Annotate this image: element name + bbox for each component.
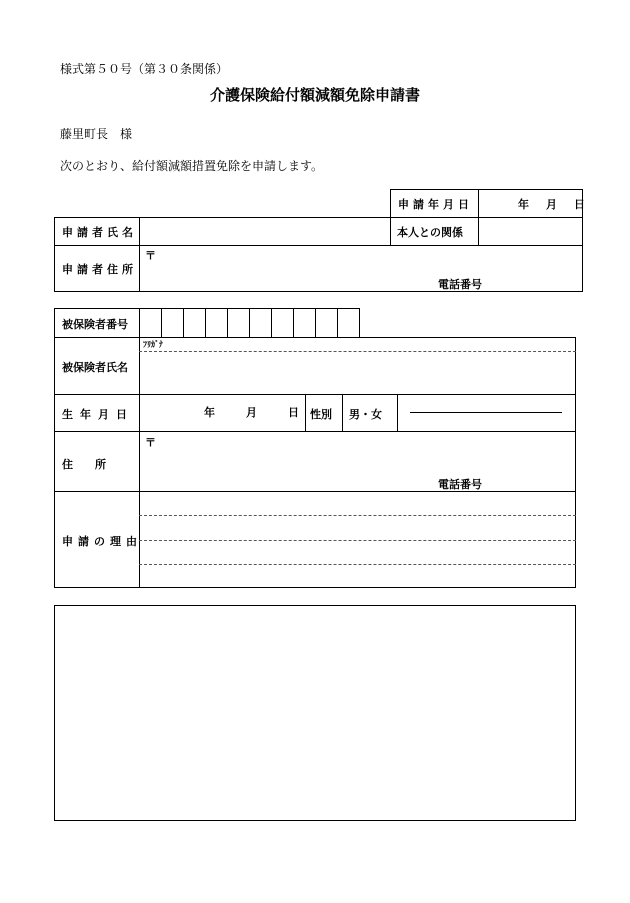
birth-date-field[interactable]: 年 月 日: [204, 406, 302, 419]
applicant-name-field[interactable]: [141, 219, 388, 243]
applicant-address-label: 申請者住所: [62, 263, 137, 276]
insured-address-field[interactable]: [141, 434, 574, 489]
applicant-postal-mark: 〒: [145, 249, 156, 262]
reason-label: 申請の理由: [62, 535, 142, 548]
addressee: 藤里町長 様: [60, 127, 133, 141]
intro-text: 次のとおり、給付額減額措置免除を申請します。: [60, 159, 324, 173]
page-title: 介護保険給付額減額免除申請書: [209, 86, 420, 104]
furigana-label: ﾌﾘｶﾞﾅ: [143, 340, 163, 349]
birth-date-label: 生年月日: [62, 408, 134, 421]
insured-name-label: 被保険者氏名: [62, 361, 128, 374]
insured-number-label: 被保険者番号: [62, 318, 128, 331]
application-date-label: 申請年月日: [398, 198, 473, 211]
office-use-box[interactable]: [54, 605, 576, 821]
insured-phone-label: 電話番号: [438, 478, 482, 491]
applicant-phone-label: 電話番号: [438, 278, 482, 291]
insured-postal-mark: 〒: [145, 436, 156, 449]
insured-name-field[interactable]: [141, 353, 574, 392]
applicant-name-label: 申請者氏名: [62, 226, 137, 239]
applicant-address-field[interactable]: [141, 247, 581, 290]
reason-field[interactable]: [141, 493, 574, 586]
relation-field[interactable]: [481, 219, 581, 243]
sex-field[interactable]: 男・女: [349, 408, 382, 421]
blank-line[interactable]: [410, 412, 562, 413]
form-number: 様式第５０号（第３０条関係）: [60, 62, 229, 76]
insured-address-label: 住 所: [62, 458, 106, 471]
relation-label: 本人との関係: [397, 226, 463, 239]
sex-label: 性別: [310, 408, 332, 421]
application-date-field[interactable]: 年 月 日: [518, 198, 588, 211]
